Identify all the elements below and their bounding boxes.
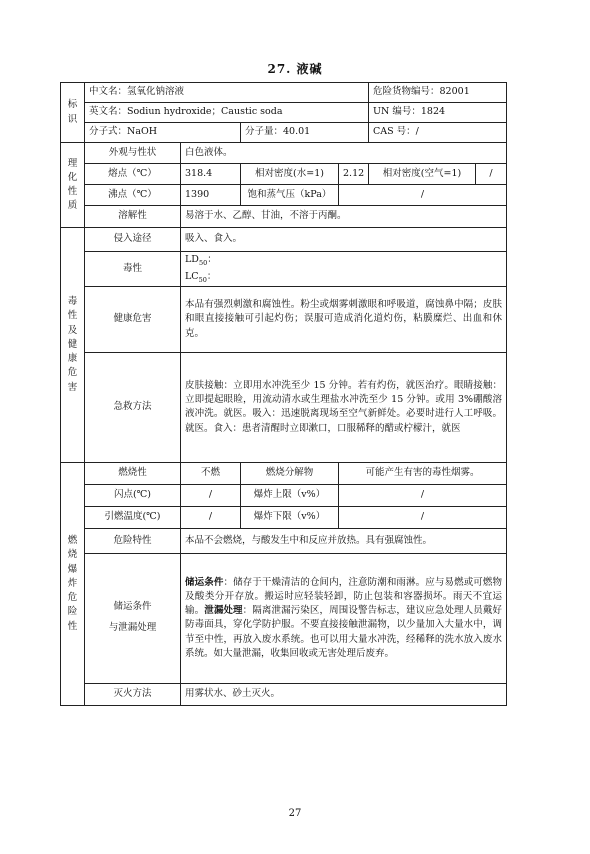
rel-density-water-label: 相对密度(水=1) [241,164,339,185]
solubility-value: 易溶于水、乙醇、甘油，不溶于丙酮。 [181,206,507,228]
health-hazard-value: 本品有强烈刺激和腐蚀性。粉尘或烟雾刺激眼和呼吸道，腐蚀鼻中隔；皮肤和眼直接接触可引起灼伤；误服可造成消化道灼伤，粘膜糜烂、出血和休克。 [181,286,507,352]
vapor-pressure-label: 饱和蒸气压（kPa） [241,185,339,206]
safety-data-sheet [60,82,507,706]
fire-row-4 [61,528,507,553]
first-aid-value: 皮肤接触：立即用水冲洗至少 15 分钟。若有灼伤，就医治疗。眼睛接触：立即提起眼睑，用流动清水或生理盐水冲洗至少 15 分钟。或用 3%硼酸溶液冲洗。就医。吸入：迅速脱离现场至空气新鲜处。必要时进行人工呼吸。就医。食入：患者清醒时立即漱口，口服稀释的醋或柠檬汁，就医 [181,352,507,462]
boiling-point-label: 沸点（℃） [85,185,181,206]
cas-number: CAS 号：/ [369,123,507,143]
storage-leak-value: 储运条件：储存于干燥清洁的仓间内，注意防潮和雨淋。应与易燃或可燃物及酸类分开存放。搬运时应轻装轻卸，防止包装和容器损坏。雨天不宜运输。泄漏处理：隔离泄漏污染区，周围设警告标志，建议应急处理人员戴好防毒面具，穿化学防护服。不要直接接触泄漏物，以少量加入大量水中，调节至中性，再放入废水系统。也可以用大量水冲洗，经稀释的洗水放入废水系统。如大量泄漏，收集回收或无害处理后废弃。 [181,553,507,683]
page-number: 27 [288,808,302,819]
decomposition-value: 可能产生有害的毒性烟雾。 [339,462,507,484]
cn-name: 中文名：氢氧化钠溶液 [85,83,369,103]
extinguish-value: 用雾状水、砂土灭火。 [181,683,507,705]
decomposition-label: 燃烧分解物 [241,462,339,484]
melting-point-value: 318.4 [181,164,241,185]
upper-limit-value: / [339,484,507,506]
boiling-point-value: 1390 [181,185,241,206]
hazard-label: 危险特性 [85,528,181,553]
page-title: 27. 液碱 [267,62,323,76]
flammability-value: 不燃 [181,462,241,484]
un-number: UN 编号：1824 [369,103,507,123]
melting-point-label: 熔点（℃） [85,164,181,185]
lower-limit-label: 爆炸下限（v%） [241,506,339,528]
section-physchem: 理 化 性 质 [61,143,85,228]
flammability-label: 燃烧性 [85,462,181,484]
id-row-3 [61,123,507,143]
tox-row-4 [61,352,507,462]
id-row-2 [61,103,507,123]
solubility-label: 溶解性 [85,206,181,228]
first-aid-label: 急救方法 [85,352,181,462]
en-name: 英文名：Sodiun hydroxide；Caustic soda [85,103,369,123]
fire-row-3 [61,506,507,528]
upper-limit-label: 爆炸上限（v%） [241,484,339,506]
toxicity-values [181,252,507,287]
vapor-pressure-value: / [339,185,507,206]
ld50: $LD_{50}$： [185,254,217,267]
route-label: 侵入途径 [85,228,181,252]
phys-row-1 [61,143,507,164]
route-value: 吸入、食入。 [181,228,507,252]
dangerous-goods-number: 危险货物编号：82001 [369,83,507,103]
ignition-temp-value: / [181,506,241,528]
tox-row-1 [61,228,507,252]
storage-label: 储运条件 与泄漏处理 [85,553,181,683]
phys-row-4 [61,206,507,228]
ignition-temp-label: 引燃温度(℃) [85,506,181,528]
id-row-1 [61,83,507,103]
phys-row-2 [61,164,507,185]
molecular-formula: 分子式：NaOH [85,123,241,143]
hazard-value: 本品不会燃烧，与酸发生中和反应并放热。具有强腐蚀性。 [181,528,507,553]
phys-row-3 [61,185,507,206]
fire-row-1 [61,462,507,484]
fire-row-2 [61,484,507,506]
section-toxicity: 毒 性 及 健 康 危 害 [61,228,85,463]
flash-point-value: / [181,484,241,506]
extinguish-label: 灭火方法 [85,683,181,705]
fire-row-6 [61,683,507,705]
flash-point-label: 闪点(℃) [85,484,181,506]
health-hazard-label: 健康危害 [85,286,181,352]
tox-row-2 [61,252,507,287]
appearance-label: 外观与性状 [85,143,181,164]
fire-row-5 [61,553,507,683]
molecular-weight: 分子量：40.01 [241,123,369,143]
tox-row-3 [61,286,507,352]
section-fire: 燃 烧 爆 炸 危 险 性 [61,462,85,705]
section-identification: 标 识 [61,83,85,143]
rel-density-air-label: 相对密度(空气=1) [369,164,476,185]
appearance-value: 白色液体。 [181,143,507,164]
lc50: $LC_{50}$： [185,270,217,284]
toxicity-label: 毒性 [85,252,181,287]
lower-limit-value: / [339,506,507,528]
rel-density-air-value: / [476,164,507,185]
rel-density-water-value: 2.12 [339,164,369,185]
